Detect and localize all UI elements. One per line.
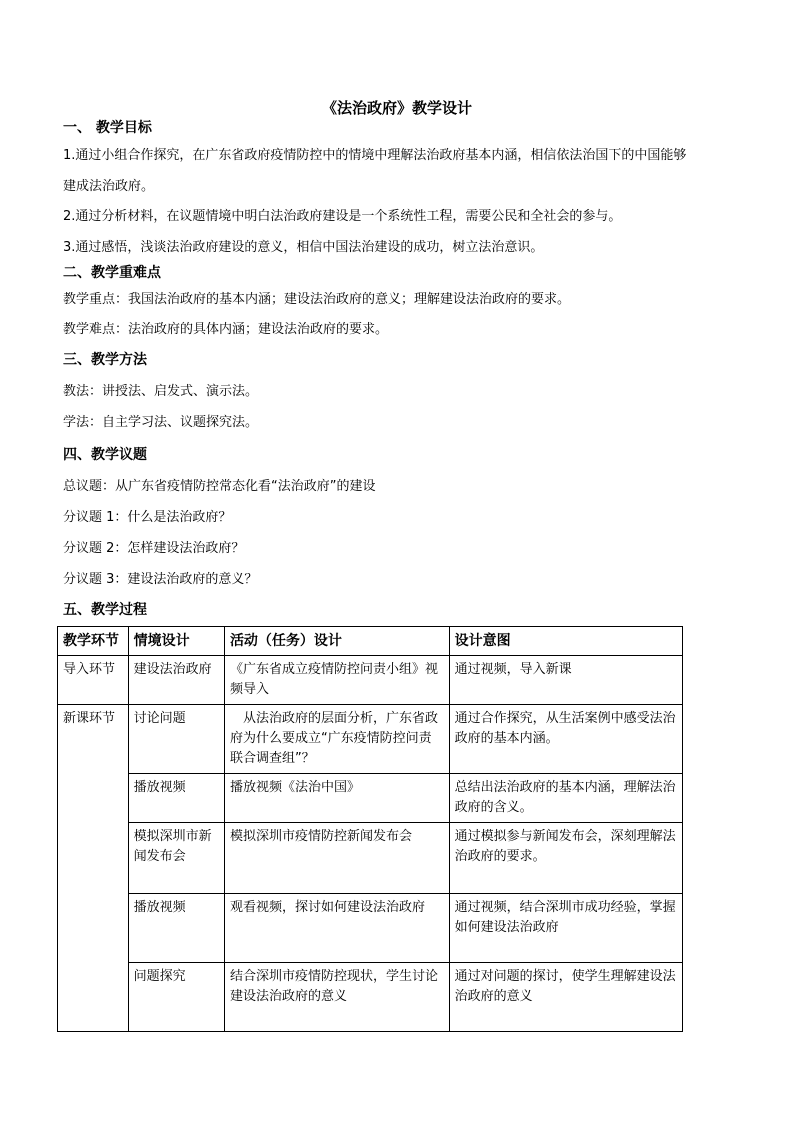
teaching-method: 教法：讲授法、启发式、演示法。	[63, 384, 259, 399]
header-activity: 活动（任务）设计	[224, 627, 449, 656]
row-scene: 模拟深圳市新闻发布会	[128, 823, 224, 894]
table-row	[58, 705, 683, 774]
row-intent: 通过视频，结合深圳市成功经验，掌握如何建设法治政府	[449, 894, 682, 963]
row-scene: 问题探究	[128, 963, 224, 1032]
section-heading-topics: 四、教学议题	[63, 447, 147, 463]
table-row	[58, 963, 683, 1032]
row-activity: 从法治政府的层面分析，广东省政府为什么要成立“广东疫情防控问责联合调查组”？	[224, 705, 449, 774]
row-intent: 总结出法治政府的基本内涵，理解法治政府的含义。	[449, 774, 682, 823]
row-activity: 观看视频，探讨如何建设法治政府	[224, 894, 449, 963]
section-heading-goals: 一、 教学目标	[63, 120, 152, 136]
row-intent: 通过对问题的探讨，使学生理解建设法治政府的意义	[449, 963, 682, 1032]
table-row	[58, 656, 683, 705]
teaching-process-table	[57, 626, 683, 1032]
stage-intro: 导入环节	[58, 656, 129, 705]
sub-topic-3: 分议题 3：建设法治政府的意义？	[63, 572, 258, 587]
teaching-focus: 教学重点：我国法治政府的基本内涵；建设法治政府的意义；理解建设法治政府的要求。	[63, 292, 571, 307]
row-scene: 播放视频	[128, 774, 224, 823]
sub-topic-1: 分议题 1：什么是法治政府？	[63, 510, 232, 525]
header-stage: 教学环节	[58, 627, 129, 656]
sub-topic-2: 分议题 2：怎样建设法治政府？	[63, 541, 245, 556]
table-row	[58, 823, 683, 894]
table-row	[58, 774, 683, 823]
goal-item-1-cont: 建成法治政府。	[63, 179, 155, 194]
goal-item-3: 3.通过感悟，浅谈法治政府建设的意义，相信中国法治建设的成功，树立法治意识。	[63, 240, 544, 255]
row-activity: 播放视频《法治中国》	[224, 774, 449, 823]
header-scene: 情境设计	[128, 627, 224, 656]
row-scene: 建设法治政府	[128, 656, 224, 705]
row-intent: 通过合作探究，从生活案例中感受法治政府的基本内涵。	[449, 705, 682, 774]
row-activity: 结合深圳市疫情防控现状，学生讨论建设法治政府的意义	[224, 963, 449, 1032]
document-title: 《法治政府》教学设计	[321, 99, 472, 117]
section-heading-methods: 三、教学方法	[63, 352, 147, 368]
row-intent: 通过模拟参与新闻发布会，深刻理解法治政府的要求。	[449, 823, 682, 894]
row-activity: 模拟深圳市疫情防控新闻发布会	[224, 823, 449, 894]
section-heading-process: 五、教学过程	[63, 602, 147, 618]
learning-method: 学法：自主学习法、议题探究法。	[63, 415, 259, 430]
goal-item-2: 2.通过分析材料，在议题情境中明白法治政府建设是一个系统性工程，需要公民和全社会的参与。	[63, 209, 622, 224]
section-heading-keypoints: 二、教学重难点	[63, 265, 161, 281]
stage-new-lesson: 新课环节	[58, 705, 129, 1032]
header-intent: 设计意图	[449, 627, 682, 656]
row-activity: 《广东省成立疫情防控问责小组》视频导入	[224, 656, 449, 705]
table-row	[58, 894, 683, 963]
row-intent: 通过视频，导入新课	[449, 656, 682, 705]
main-topic: 总议题：从广东省疫情防控常态化看“法治政府”的建设	[63, 479, 376, 494]
row-scene: 播放视频	[128, 894, 224, 963]
teaching-difficulty: 教学难点：法治政府的具体内涵；建设法治政府的要求。	[63, 322, 389, 337]
row-scene: 讨论问题	[128, 705, 224, 774]
table-header-row	[58, 627, 683, 656]
goal-item-1: 1.通过小组合作探究，在广东省政府疫情防控中的情境中理解法治政府基本内涵，相信依法治国下的中国能够	[63, 148, 687, 163]
